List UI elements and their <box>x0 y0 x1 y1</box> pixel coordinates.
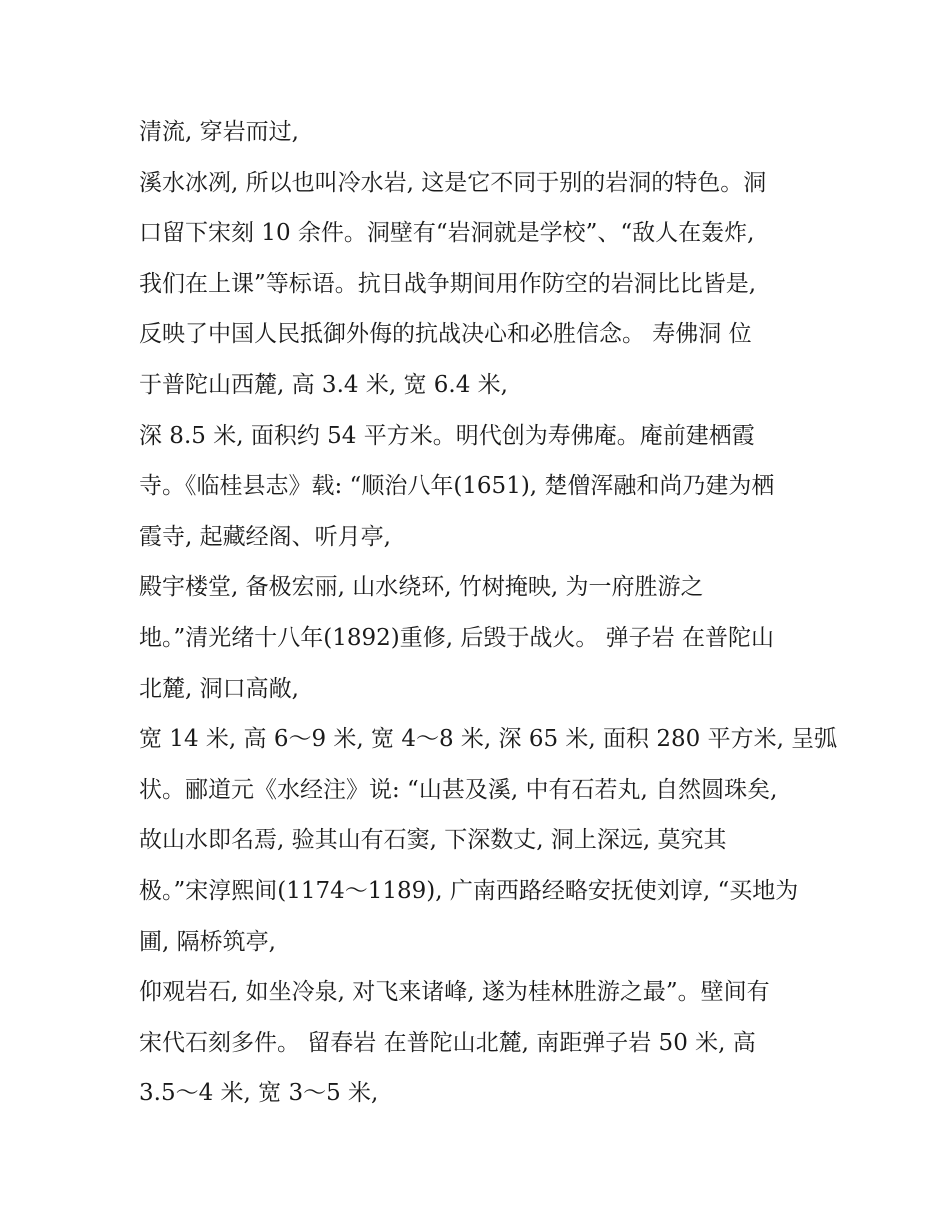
text-line: 溪水冰冽, 所以也叫冷水岩, 这是它不同于别的岩洞的特色。洞 <box>139 169 767 196</box>
text-line: 极。”宋淳熙间(1174～1189), 广南西路经略安抚使刘谆, “买地为 <box>139 877 799 904</box>
text-line: 于普陀山西麓, 高 3.4 米, 宽 6.4 米, <box>139 371 508 398</box>
text-line: 霞寺, 起藏经阁、听月亭, <box>139 523 391 550</box>
text-line: 状。郦道元《水经注》说: “山甚及溪, 中有石若丸, 自然圆珠矣, <box>139 776 778 803</box>
text-line: 寺。《临桂县志》载: “顺治八年(1651), 楚僧浑融和尚乃建为栖 <box>139 473 775 500</box>
text-line: 宽 14 米, 高 6～9 米, 宽 4～8 米, 深 65 米, 面积 280 平方米, 呈弧 <box>139 726 838 753</box>
text-line: 宋代石刻多件。 留春岩 在普陀山北麓, 南距弹子岩 50 米, 高 <box>139 1029 756 1056</box>
text-line: 反映了中国人民抵御外侮的抗战决心和必胜信念。 寿佛洞 位 <box>139 321 752 348</box>
text-line: 殿宇楼堂, 备极宏丽, 山水绕环, 竹树掩映, 为一府胜游之 <box>139 574 704 601</box>
text-line: 深 8.5 米, 面积约 54 平方米。明代创为寿佛庵。庵前建栖霞 <box>139 422 755 449</box>
body-text <box>139 107 839 1119</box>
text-line: 圃, 隔桥筑亭, <box>139 928 276 955</box>
text-line: 清流, 穿岩而过, <box>139 119 299 145</box>
text-line: 口留下宋刻 10 余件。洞壁有“岩洞就是学校”、“敌人在轰炸, <box>139 220 755 247</box>
text-line: 3.5～4 米, 宽 3～5 米, <box>139 1080 379 1107</box>
text-line: 故山水即名焉, 验其山有石窦, 下深数丈, 洞上深远, 莫究其 <box>139 827 727 854</box>
text-line: 北麓, 洞口高敞, <box>139 675 299 702</box>
text-line: 我们在上课”等标语。抗日战争期间用作防空的岩洞比比皆是, <box>139 270 757 297</box>
text-line: 地。”清光绪十八年(1892)重修, 后毁于战火。 弹子岩 在普陀山 <box>139 624 774 651</box>
text-line: 仰观岩石, 如坐冷泉, 对飞来诸峰, 遂为桂林胜游之最”。壁间有 <box>139 979 770 1006</box>
